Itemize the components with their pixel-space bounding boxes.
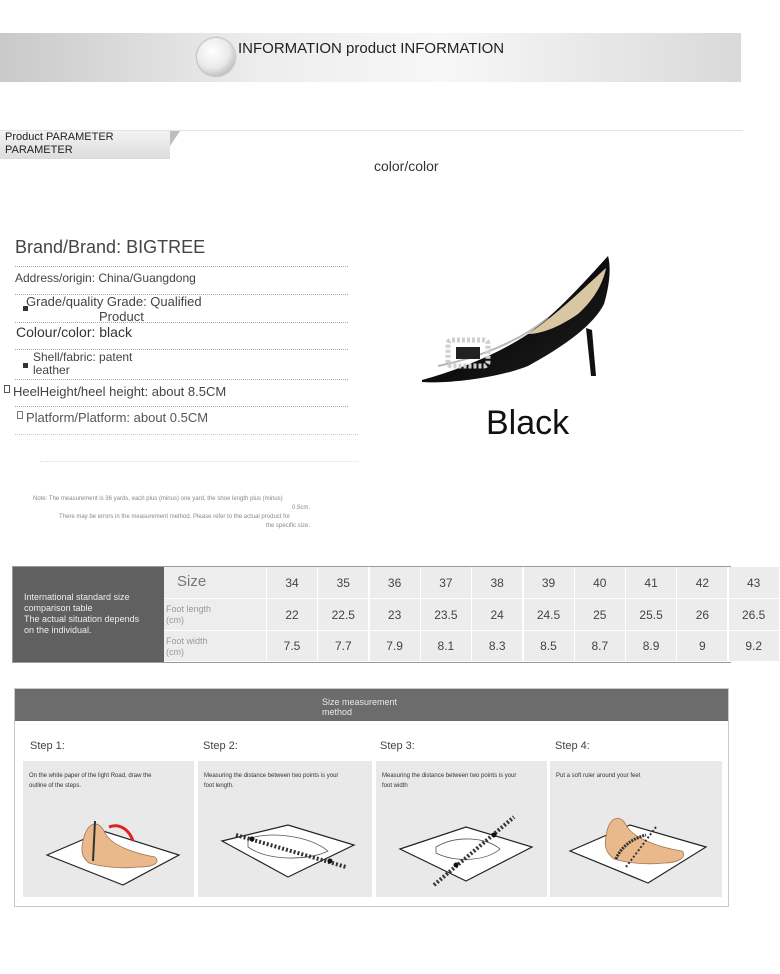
- foot-width-label: [164, 631, 267, 662]
- size-table: [12, 566, 766, 663]
- step-3-text-1: Measuring the distance between two points is your: [382, 773, 517, 779]
- parameter-tab: [0, 131, 170, 159]
- parameter-tab-line1: Product PARAMETER: [5, 131, 114, 143]
- measurement-header: [15, 689, 728, 721]
- product-color-label: Black: [486, 404, 570, 442]
- size-cell-size: 34: [267, 567, 318, 599]
- size-cell-size: 41: [626, 567, 677, 599]
- step-3-title: Step 3:: [380, 740, 415, 752]
- ruler-illustration: [396, 801, 536, 886]
- spec-shell: Shell/fabric: patent: [33, 350, 133, 364]
- size-note: Note: The measurement is 36 yards, each plus (minus) one yard, the shoe length plus (minus): [33, 496, 283, 502]
- size-cell-width: 8.9: [626, 631, 677, 662]
- banner-title: INFORMATION product INFORMATION: [238, 40, 505, 57]
- size-cell-length: 22: [267, 599, 318, 631]
- step-2-text-2: foot length.: [204, 783, 234, 789]
- spec-colour: Colour/color: black: [16, 324, 132, 340]
- size-cell-length: 23.5: [421, 599, 472, 631]
- foot-length-label-2: (cm): [166, 615, 184, 625]
- size-cell-width: 7.5: [267, 631, 318, 662]
- foot-illustration: [566, 797, 711, 887]
- size-cell-size: 40: [575, 567, 626, 599]
- shoe-image: [418, 268, 618, 383]
- step-4-title: Step 4:: [555, 740, 590, 752]
- bullet-box-icon: [4, 385, 10, 393]
- size-cell-length: 26.5: [729, 599, 780, 631]
- size-cell-width: 8.7: [575, 631, 626, 662]
- size-cell-length: 24.5: [524, 599, 575, 631]
- foot-illustration: [43, 801, 183, 886]
- foot-length-label-1: Foot length: [166, 604, 212, 614]
- measurement-section: [14, 688, 729, 907]
- bullet-box-icon: [17, 411, 23, 419]
- size-cell-width: 8.5: [524, 631, 575, 662]
- step-1-title: Step 1:: [30, 740, 65, 752]
- size-cell-size: 37: [421, 567, 472, 599]
- size-cell-width: 9.2: [729, 631, 780, 662]
- foot-width-label-2: (cm): [166, 647, 184, 657]
- step-1-panel: [23, 761, 194, 897]
- size-cell-size: 43: [729, 567, 780, 599]
- size-cell-length: 25.5: [626, 599, 677, 631]
- foot-length-label: [164, 599, 267, 631]
- size-note-3: There may be errors in the measurement method. Please refer to the actual product for: [59, 514, 291, 520]
- step-3-panel: [376, 761, 547, 897]
- step-1-text-2: outline of the steps.: [29, 783, 82, 789]
- spec-platform: Platform/Platform: about 0.5CM: [26, 410, 209, 425]
- spec-brand: Brand/Brand: BIGTREE: [15, 237, 206, 257]
- size-cell-width: 7.7: [318, 631, 369, 662]
- size-cell-size: 42: [677, 567, 728, 599]
- spec-heel: HeelHeight/heel height: about 8.5CM: [13, 384, 227, 399]
- ruler-illustration: [218, 801, 358, 886]
- size-caption-line1: International standard size: [24, 592, 130, 602]
- size-cell-width: 8.1: [421, 631, 472, 662]
- tab-arrow-icon: [170, 131, 180, 146]
- dotted-rule: [15, 322, 348, 323]
- spec-origin: Address/origin: China/Guangdong: [15, 271, 196, 285]
- size-header-label: Size: [164, 567, 267, 599]
- step-4-panel: [550, 761, 722, 897]
- size-cell-length: 24: [472, 599, 523, 631]
- spec-grade: Grade/quality Grade: Qualified: [26, 294, 202, 309]
- foot-width-label-1: Foot width: [166, 636, 208, 646]
- step-2-panel: [198, 761, 372, 897]
- step-4-text-1: Put a soft ruler around your feet: [556, 773, 641, 779]
- step-2-text-1: Measuring the distance between two points is your: [204, 773, 339, 779]
- color-heading: color/color: [374, 158, 439, 174]
- size-cell-width: 8.3: [472, 631, 523, 662]
- size-cell-size: 35: [318, 567, 369, 599]
- bullet-square-icon: [23, 363, 28, 368]
- chrome-circle-icon: [197, 38, 235, 76]
- size-cell-length: 26: [677, 599, 728, 631]
- size-caption-line4: on the individual.: [24, 625, 92, 635]
- step-1-text-1: On the white paper of the light Road, draw the: [29, 773, 152, 779]
- size-cell-length: 22.5: [318, 599, 369, 631]
- size-cell-width: 9: [677, 631, 728, 662]
- measurement-title-line1: Size measurement: [322, 697, 398, 707]
- size-caption-line3: The actual situation depends: [24, 614, 140, 624]
- spec-shell-cont: leather: [33, 363, 70, 377]
- spec-grade-cont: Product: [99, 309, 144, 324]
- parameter-tab-line2: PARAMETER: [5, 144, 73, 156]
- size-cell-length: 25: [575, 599, 626, 631]
- size-note-2: 0.5cm.: [292, 505, 311, 511]
- measurement-title-line2: method: [322, 707, 353, 717]
- dotted-rule: [40, 461, 358, 462]
- dotted-rule: [15, 379, 348, 380]
- size-cell-length: 23: [370, 599, 421, 631]
- step-3-text-2: foot width: [382, 783, 408, 789]
- size-cell-size: 39: [524, 567, 575, 599]
- size-cell-size: 38: [472, 567, 523, 599]
- size-cell-width: 7.9: [370, 631, 421, 662]
- step-2-title: Step 2:: [203, 740, 238, 752]
- size-caption-line2: comparison table: [24, 603, 93, 613]
- dotted-rule: [15, 266, 348, 267]
- size-cell-size: 36: [370, 567, 421, 599]
- size-note-4: the specific size.: [266, 523, 311, 529]
- dotted-rule: [15, 434, 358, 435]
- size-table-caption: [13, 567, 164, 662]
- dotted-rule: [15, 406, 348, 407]
